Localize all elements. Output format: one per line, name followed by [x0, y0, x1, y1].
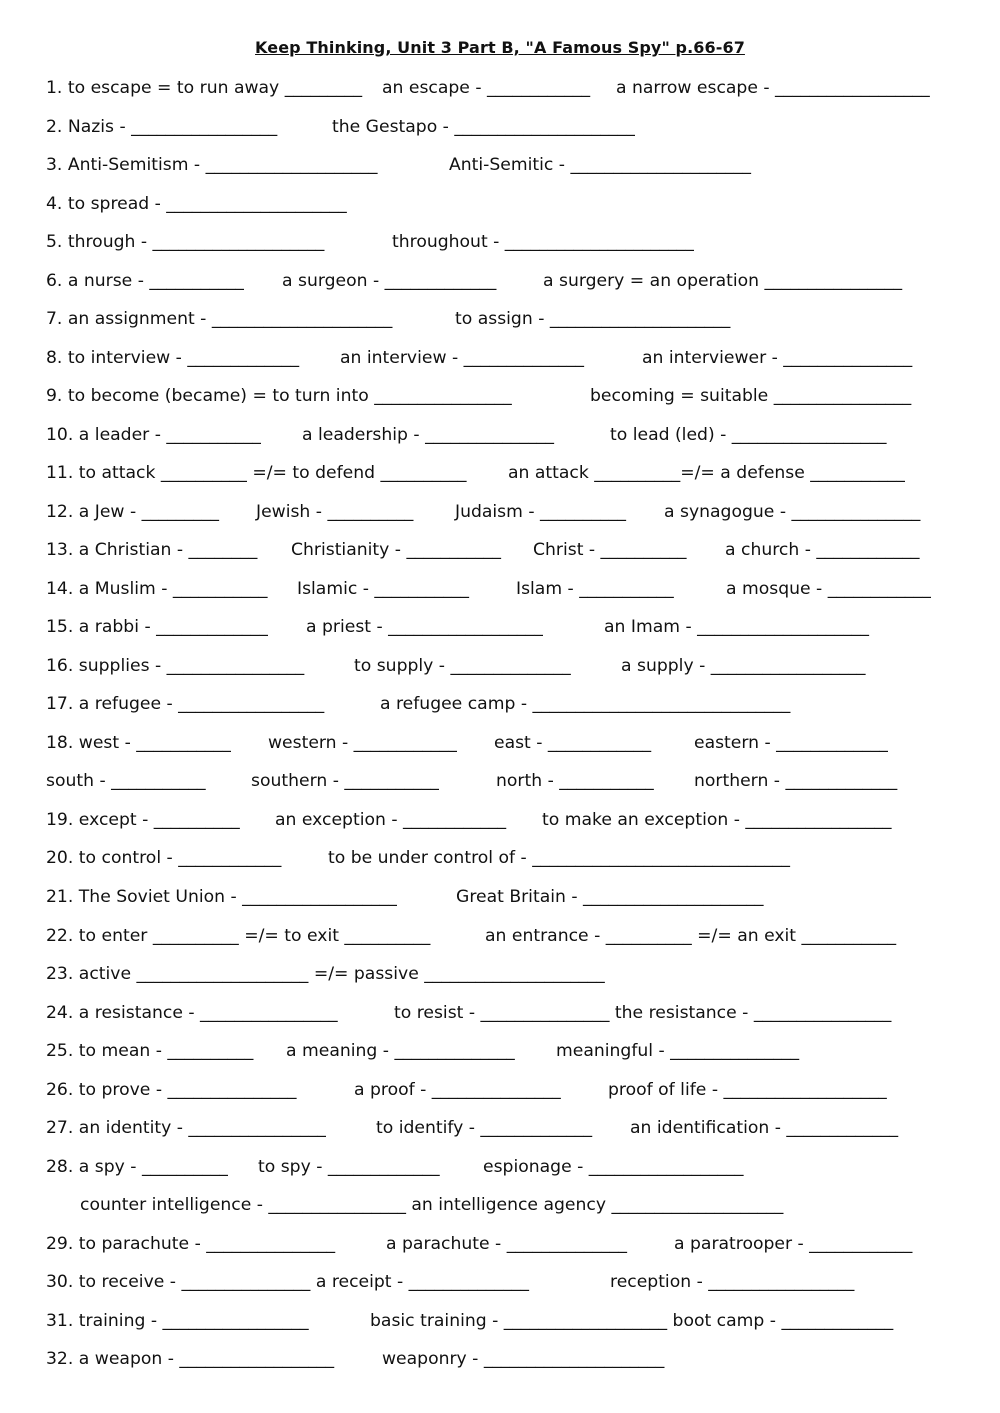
vocabulary-item: basic training - ___________________ boot camp - _____________: [370, 1311, 894, 1331]
vocabulary-item: 25. to mean - __________: [46, 1041, 254, 1061]
vocabulary-item: a paratrooper - ____________: [674, 1234, 913, 1254]
worksheet-line: [0, 228, 1000, 256]
worksheet-line: [0, 190, 1000, 218]
worksheet-line: [0, 498, 1000, 526]
vocabulary-item: Christianity - ___________: [291, 540, 501, 560]
vocabulary-item: 13. a Christian - ________: [46, 540, 258, 560]
vocabulary-item: 2. Nazis - _________________: [46, 117, 278, 137]
vocabulary-item: to be under control of - ______________________________: [328, 848, 791, 868]
vocabulary-item: a synagogue - _______________: [664, 502, 921, 522]
vocabulary-item: 15. a rabbi - _____________: [46, 617, 268, 637]
vocabulary-item: throughout - ______________________: [392, 232, 694, 252]
vocabulary-item: a mosque - ____________: [726, 579, 931, 599]
worksheet-line: [0, 151, 1000, 179]
vocabulary-item: a refugee camp - ______________________________: [380, 694, 791, 714]
vocabulary-item: 9. to become (became) = to turn into ________________: [46, 386, 512, 406]
worksheet-line: [0, 1268, 1000, 1296]
worksheet-line: [0, 729, 1000, 757]
vocabulary-item: 22. to enter __________ =/= to exit __________: [46, 926, 431, 946]
worksheet-line: [0, 767, 1000, 795]
vocabulary-item: 19. except - __________: [46, 810, 240, 830]
worksheet-line: [0, 113, 1000, 141]
vocabulary-item: 20. to control - ____________: [46, 848, 282, 868]
vocabulary-item: western - ____________: [268, 733, 457, 753]
vocabulary-item: 30. to receive - _______________ a receipt - ______________: [46, 1272, 529, 1292]
worksheet-line: [0, 536, 1000, 564]
worksheet-line: [0, 1153, 1000, 1181]
vocabulary-item: an Imam - ____________________: [604, 617, 869, 637]
vocabulary-item: 29. to parachute - _______________: [46, 1234, 336, 1254]
worksheet-line: [0, 806, 1000, 834]
vocabulary-item: to identify - _____________: [376, 1118, 593, 1138]
worksheet-line: [0, 690, 1000, 718]
vocabulary-item: north - ___________: [496, 771, 654, 791]
vocabulary-item: Islam - ___________: [516, 579, 674, 599]
worksheet-line: [0, 1230, 1000, 1258]
worksheet-line: [0, 613, 1000, 641]
worksheet-line: [0, 922, 1000, 950]
worksheet-line: [0, 1345, 1000, 1373]
vocabulary-item: proof of life - ___________________: [608, 1080, 887, 1100]
vocabulary-item: 18. west - ___________: [46, 733, 231, 753]
vocabulary-item: 27. an identity - ________________: [46, 1118, 326, 1138]
vocabulary-item: 5. through - ____________________: [46, 232, 325, 252]
vocabulary-item: 1. to escape = to run away _________: [46, 78, 363, 98]
vocabulary-item: becoming = suitable ________________: [590, 386, 912, 406]
vocabulary-item: Anti-Semitic - _____________________: [449, 155, 751, 175]
vocabulary-item: a supply - __________________: [621, 656, 866, 676]
worksheet-line: [0, 960, 1000, 988]
worksheet-line: [0, 1307, 1000, 1335]
worksheet-line: [0, 1191, 1000, 1219]
vocabulary-item: 11. to attack __________ =/= to defend __________: [46, 463, 467, 483]
vocabulary-item: a meaning - ______________: [286, 1041, 515, 1061]
vocabulary-item: 4. to spread - _____________________: [46, 194, 347, 214]
vocabulary-item: 3. Anti-Semitism - ____________________: [46, 155, 378, 175]
worksheet-line: [0, 999, 1000, 1027]
vocabulary-item: espionage - __________________: [483, 1157, 744, 1177]
vocabulary-item: a narrow escape - __________________: [616, 78, 930, 98]
worksheet-line: [0, 844, 1000, 872]
vocabulary-item: 24. a resistance - ________________: [46, 1003, 338, 1023]
vocabulary-item: a parachute - ______________: [386, 1234, 628, 1254]
vocabulary-item: 23. active ____________________ =/= passive _____________________: [46, 964, 605, 984]
worksheet-line: [0, 1076, 1000, 1104]
vocabulary-item: 6. a nurse - ___________: [46, 271, 244, 291]
vocabulary-item: an entrance - __________ =/= an exit ___________: [485, 926, 897, 946]
worksheet-title: Keep Thinking, Unit 3 Part B, "A Famous Spy" p.66-67: [255, 38, 745, 57]
vocabulary-item: Jewish - __________: [256, 502, 414, 522]
vocabulary-item: an exception - ____________: [275, 810, 507, 830]
worksheet-line: [0, 344, 1000, 372]
vocabulary-item: Islamic - ___________: [297, 579, 469, 599]
vocabulary-item: 31. training - _________________: [46, 1311, 309, 1331]
vocabulary-item: south - ___________: [46, 771, 206, 791]
vocabulary-item: a church - ____________: [725, 540, 920, 560]
vocabulary-item: to assign - _____________________: [455, 309, 731, 329]
worksheet-line: [0, 652, 1000, 680]
vocabulary-item: 8. to interview - _____________: [46, 348, 300, 368]
vocabulary-item: to resist - _______________ the resistance - ________________: [394, 1003, 892, 1023]
vocabulary-item: an interview - ______________: [340, 348, 584, 368]
vocabulary-item: an escape - ____________: [382, 78, 591, 98]
worksheet-line: [0, 267, 1000, 295]
vocabulary-item: 17. a refugee - _________________: [46, 694, 325, 714]
vocabulary-item: an identification - _____________: [630, 1118, 899, 1138]
vocabulary-item: a leadership - _______________: [302, 425, 554, 445]
vocabulary-item: 14. a Muslim - ___________: [46, 579, 268, 599]
vocabulary-item: Judaism - __________: [455, 502, 626, 522]
vocabulary-item: meaningful - _______________: [556, 1041, 800, 1061]
vocabulary-item: 28. a spy - __________: [46, 1157, 228, 1177]
vocabulary-item: an interviewer - _______________: [642, 348, 913, 368]
vocabulary-item: 16. supplies - ________________: [46, 656, 305, 676]
vocabulary-item: southern - ___________: [251, 771, 439, 791]
vocabulary-item: reception - _________________: [610, 1272, 855, 1292]
vocabulary-item: to lead (led) - __________________: [610, 425, 887, 445]
vocabulary-item: 26. to prove - _______________: [46, 1080, 297, 1100]
vocabulary-item: to supply - ______________: [354, 656, 571, 676]
vocabulary-item: 21. The Soviet Union - __________________: [46, 887, 397, 907]
worksheet-line: [0, 459, 1000, 487]
worksheet-line: [0, 1037, 1000, 1065]
worksheet-line: [0, 883, 1000, 911]
worksheet-line: [0, 382, 1000, 410]
worksheet-line: [0, 74, 1000, 102]
vocabulary-item: 10. a leader - ___________: [46, 425, 261, 445]
worksheet-line: [0, 575, 1000, 603]
vocabulary-item: eastern - _____________: [694, 733, 888, 753]
worksheet-line: [0, 421, 1000, 449]
vocabulary-item: 32. a weapon - __________________: [46, 1349, 335, 1369]
vocabulary-item: a priest - __________________: [306, 617, 543, 637]
vocabulary-item: northern - _____________: [694, 771, 898, 791]
vocabulary-item: 12. a Jew - _________: [46, 502, 219, 522]
vocabulary-item: 7. an assignment - _____________________: [46, 309, 393, 329]
vocabulary-item: a surgery = an operation ________________: [543, 271, 903, 291]
vocabulary-item: a proof - _______________: [354, 1080, 561, 1100]
worksheet-line: [0, 1114, 1000, 1142]
vocabulary-item: to spy - _____________: [258, 1157, 440, 1177]
vocabulary-item: a surgeon - _____________: [282, 271, 497, 291]
vocabulary-item: an attack __________=/= a defense ___________: [508, 463, 905, 483]
vocabulary-item: Christ - __________: [533, 540, 687, 560]
vocabulary-item: east - ____________: [494, 733, 652, 753]
vocabulary-item: Great Britain - _____________________: [456, 887, 764, 907]
vocabulary-item: the Gestapo - _____________________: [332, 117, 635, 137]
vocabulary-item: counter intelligence - ________________ an intelligence agency ____________________: [80, 1195, 784, 1215]
worksheet-line: [0, 305, 1000, 333]
vocabulary-item: to make an exception - _________________: [542, 810, 892, 830]
vocabulary-item: weaponry - _____________________: [382, 1349, 665, 1369]
